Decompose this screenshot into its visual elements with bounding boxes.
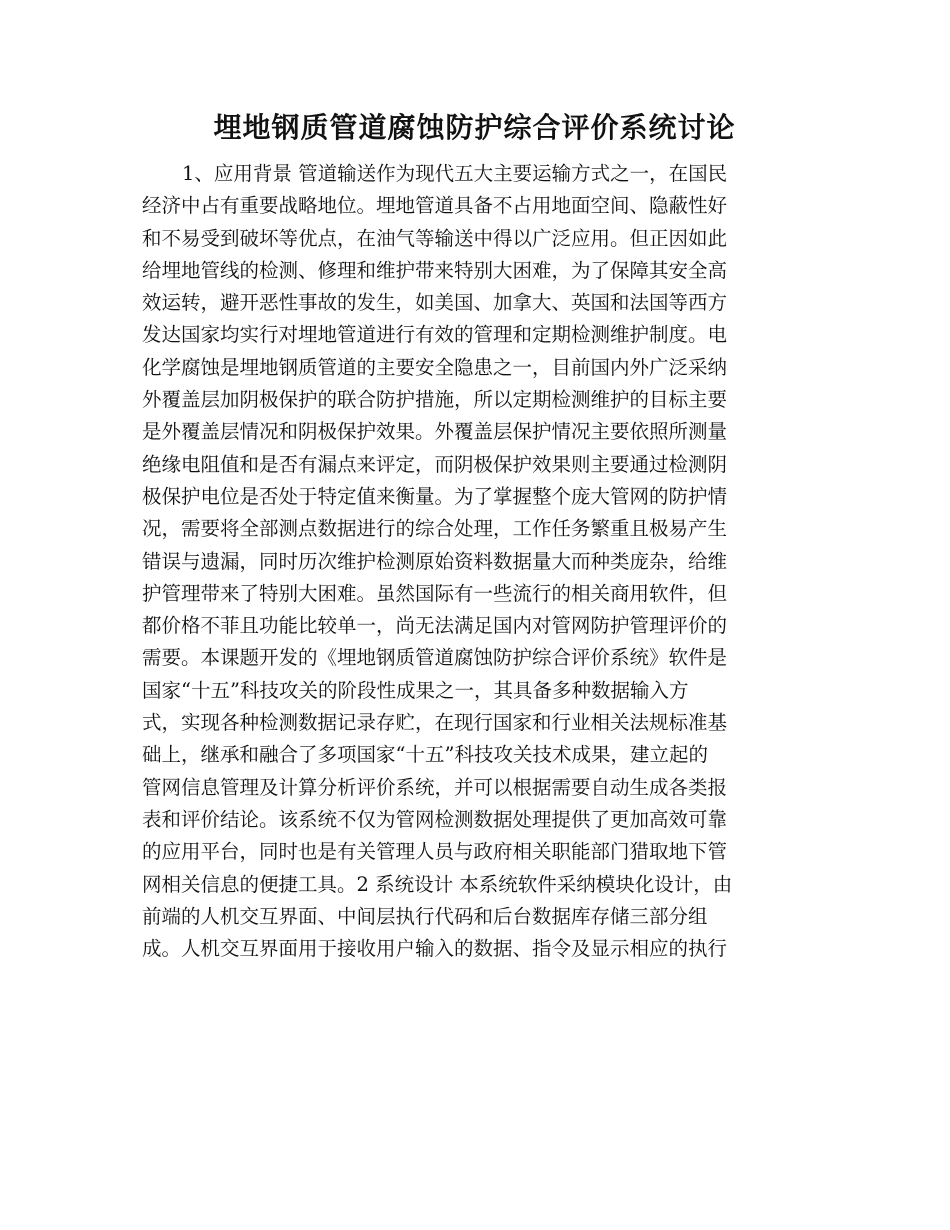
body-line: 的应用平台，同时也是有关管理人员与政府相关职能部门猎取地下管 xyxy=(142,840,728,864)
body-line: 式，实现各种检测数据记录存贮，在现行国家和行业相关法规标准基 xyxy=(142,711,728,735)
document-title: 埋地钢质管道腐蚀防护综合评价系统讨论 xyxy=(213,111,736,144)
body-line: 管网信息管理及计算分析评价系统，并可以根据需要自动生成各类报 xyxy=(142,775,728,799)
body-line: 表和评价结论。该系统不仅为管网检测数据处理提供了更加高效可靠 xyxy=(142,807,728,831)
body-line: 化学腐蚀是埋地钢质管道的主要安全隐患之一，目前国内外广泛采纳 xyxy=(142,355,728,379)
body-line: 给埋地管线的检测、修理和维护带来特别大困难，为了保障其安全高 xyxy=(142,258,728,282)
body-line: 发达国家均实行对埋地管道进行有效的管理和定期检测维护制度。电 xyxy=(142,323,728,347)
document-page xyxy=(142,104,807,965)
body-line: 网相关信息的便捷工具。2 系统设计 本系统软件采纳模块化设计，由 xyxy=(142,872,733,896)
body-line: 经济中占有重要战略地位。埋地管道具备不占用地面空间、隐蔽性好 xyxy=(142,194,728,218)
body-line: 需要。本课题开发的《埋地钢质管道腐蚀防护综合评价系统》软件是 xyxy=(142,646,728,670)
body-line: 和不易受到破坏等优点，在油气等输送中得以广泛应用。但正因如此 xyxy=(142,226,728,250)
body-line: 1、应用背景 管道输送作为现代五大主要运输方式之一，在国民 xyxy=(182,162,728,185)
body-line: 外覆盖层加阴极保护的联合防护措施，所以定期检测维护的目标主要 xyxy=(142,388,728,412)
body-line: 础上，继承和融合了多项国家“十五”科技攻关技术成果，建立起的 xyxy=(142,743,708,767)
body-line: 前端的人机交互界面、中间层执行代码和后台数据库存储三部分组 xyxy=(142,904,708,928)
body-line: 都价格不菲且功能比较单一，尚无法满足国内对管网防护管理评价的 xyxy=(142,614,728,638)
document-body xyxy=(142,158,807,965)
body-line: 效运转，避开恶性事故的发生，如美国、加拿大、英国和法国等西方 xyxy=(142,291,728,315)
body-line: 况，需要将全部测点数据进行的综合处理，工作任务繁重且极易产生 xyxy=(142,517,728,541)
body-line: 是外覆盖层情况和阴极保护效果。外覆盖层保护情况主要依照所测量 xyxy=(142,420,728,444)
body-line: 护管理带来了特别大困难。虽然国际有一些流行的相关商用软件，但 xyxy=(142,581,728,605)
body-line: 极保护电位是否处于特定值来衡量。为了掌握整个庞大管网的防护情 xyxy=(142,484,728,508)
body-line: 错误与遗漏，同时历次维护检测原始资料数据量大而种类庞杂，给维 xyxy=(142,549,728,573)
body-line: 国家“十五”科技攻关的阶段性成果之一，其具备多种数据输入方 xyxy=(142,678,689,702)
body-line: 绝缘电阻值和是否有漏点来评定，而阴极保护效果则主要通过检测阴 xyxy=(142,452,728,476)
body-line: 成。人机交互界面用于接收用户输入的数据、指令及显示相应的执行 xyxy=(142,937,728,961)
